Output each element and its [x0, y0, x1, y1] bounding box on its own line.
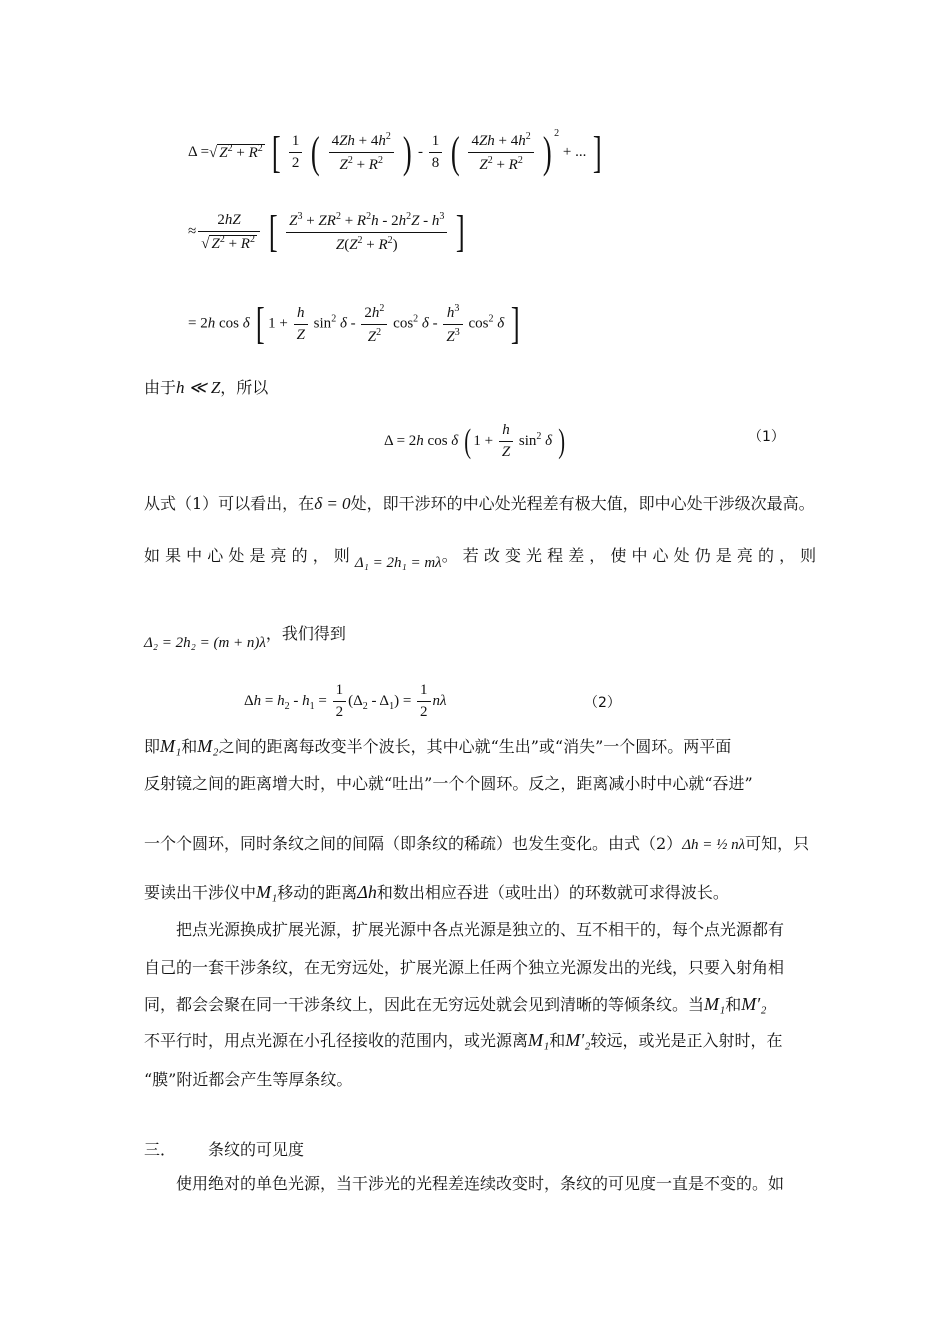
para-line-2 [144, 546, 816, 573]
p2-l3-m2: M′₂ [741, 994, 767, 1014]
p3-line-1: 使用绝对的单色光源，当干涉光的光程差连续改变时，条纹的可见度一直是不变的。如 [176, 1174, 785, 1193]
equation-line-3: = 2h cos δ [ 1 + $\frac{h}{Z}$ $\sin^2 \delta$ - $\frac{2h^2}{Z^2}$ $\cos^2 \delta$ - $\frac{h^3}{Z^3}$ $\cos^2 \delta$ ] [188, 299, 520, 348]
l7-m1: M₁ [256, 882, 278, 902]
since-post: ，所以 [220, 378, 269, 397]
l4-m2: M₂ [197, 736, 219, 756]
p2-line-3 [144, 994, 767, 1015]
p2-l3-b: 和 [725, 995, 742, 1014]
para-line-5: 反射镜之间的距离增大时，中心就“吐出”一个个圆环。反之，距离减小时中心就“吞进” [144, 774, 753, 793]
p2-line-1: 把点光源换成扩展光源，扩展光源中各点光源是独立的、互不相干的，每个点光源都有 [176, 920, 785, 939]
l7-b: 移动的距离 [277, 883, 358, 902]
l1-pre: 从式（1）可以看出，在 [144, 494, 315, 513]
para-line-4 [144, 736, 731, 757]
p2-line-2: 自己的一套干涉条纹，在无穷远处，扩展光源上任两个独立光源发出的光线，只要入射角相 [144, 958, 785, 977]
l4-b: 和 [181, 737, 198, 756]
p2-line-4 [144, 1030, 783, 1051]
equation-number-2: （2） [584, 695, 621, 711]
para-line-7 [144, 882, 729, 903]
l7-dh: Δh [357, 882, 377, 902]
l2-eq: Δ₁ = 2h₁ = mλ [354, 555, 442, 571]
l2-post: 。 若 改 变 光 程 差 ， 使 中 心 处 仍 是 亮 的 ， 则 [441, 546, 817, 565]
equation-main: Δ = 2h cos δ ( 1 + $\frac{h}{Z}$ $\sin^2 \delta$ ) [384, 422, 565, 460]
l4-a: 即 [144, 737, 161, 756]
since-line [144, 378, 268, 398]
p2-l4-m2: M′₂ [565, 1030, 591, 1050]
equation-line-2: ≈ $\frac{2hZ}{√ Z^2 + R^2}$ [ $\frac{Z^3 + ZR^2 + R^2h - 2h^2Z - h^3}{Z(Z^2 + R^2)}$ ] [188, 207, 465, 256]
l1-post: 处，即干涉环的中心处光程差有极大值，即中心处干涉级次最高。 [350, 494, 815, 513]
p2-l4-b: 和 [549, 1031, 566, 1050]
equation-2: $\Delta h = h_2 - h_1$ = $\frac{1}{2}$ $(\Delta_2 - \Delta_1)$ = $\frac{1}{2}$ nλ [244, 682, 447, 720]
l3-eq: Δ₂ = 2h₂ = (m + n)λ [144, 635, 266, 651]
section-heading [144, 1140, 305, 1160]
since-pre: 由于 [144, 378, 177, 397]
para-line-1 [144, 494, 815, 514]
l2-pre: 如 果 中 心 处 是 亮 的 ， 则 [144, 546, 350, 565]
l6-pre: 一个个圆环，同时条纹之间的间隔（即条纹的稀疏）也发生变化。由式（2） [144, 834, 683, 853]
p2-l3-m1: M₁ [704, 994, 726, 1014]
p2-l4-c: 较远，或光是正入射时，在 [590, 1031, 783, 1050]
para-line-3 [144, 624, 346, 653]
l1-cond: δ = 0 [314, 494, 351, 513]
p2-line-5: “膜”附近都会产生等厚条纹。 [144, 1070, 353, 1089]
l4-m1: M₁ [160, 736, 182, 756]
since-cond: h ≪ Z [176, 378, 221, 397]
l6-post: 可知，只 [745, 834, 810, 853]
l7-a: 要读出干涉仪中 [144, 883, 257, 902]
para-line-6 [144, 834, 809, 855]
l3-post: ，我们得到 [265, 624, 346, 643]
p2-l3-a: 同，都会会聚在同一干涉条纹上，因此在无穷远处就会见到清晰的等倾条纹。当 [144, 995, 705, 1014]
equation-line-1: Δ =√ $Z^2 + R^2$ [ $\frac{1}{2}$ ( $\frac{4Zh + 4h^2}{Z^2 + R^2}$ ) - $\frac{1}{8}$ ( $\frac{4Zh + 4h^2}{Z^2 + R^2}$ ) $^2$ + ... ] [188, 127, 602, 177]
l7-c: 和数出相应吞进（或吐出）的环数就可求得波长。 [376, 883, 729, 902]
p2-l4-m1: M₁ [528, 1030, 550, 1050]
p2-l4-a: 不平行时，用点光源在小孔径接收的范围内，或光源离 [144, 1031, 529, 1050]
equation-number-1: （1） [748, 429, 785, 445]
l6-eq: Δh = ½ nλ [682, 837, 746, 853]
section-number: 三． [144, 1140, 177, 1159]
l4-c: 之间的距离每改变半个波长，其中心就“生出”或“消失”一个圆环。两平面 [218, 737, 732, 756]
section-title: 条纹的可见度 [208, 1140, 305, 1159]
